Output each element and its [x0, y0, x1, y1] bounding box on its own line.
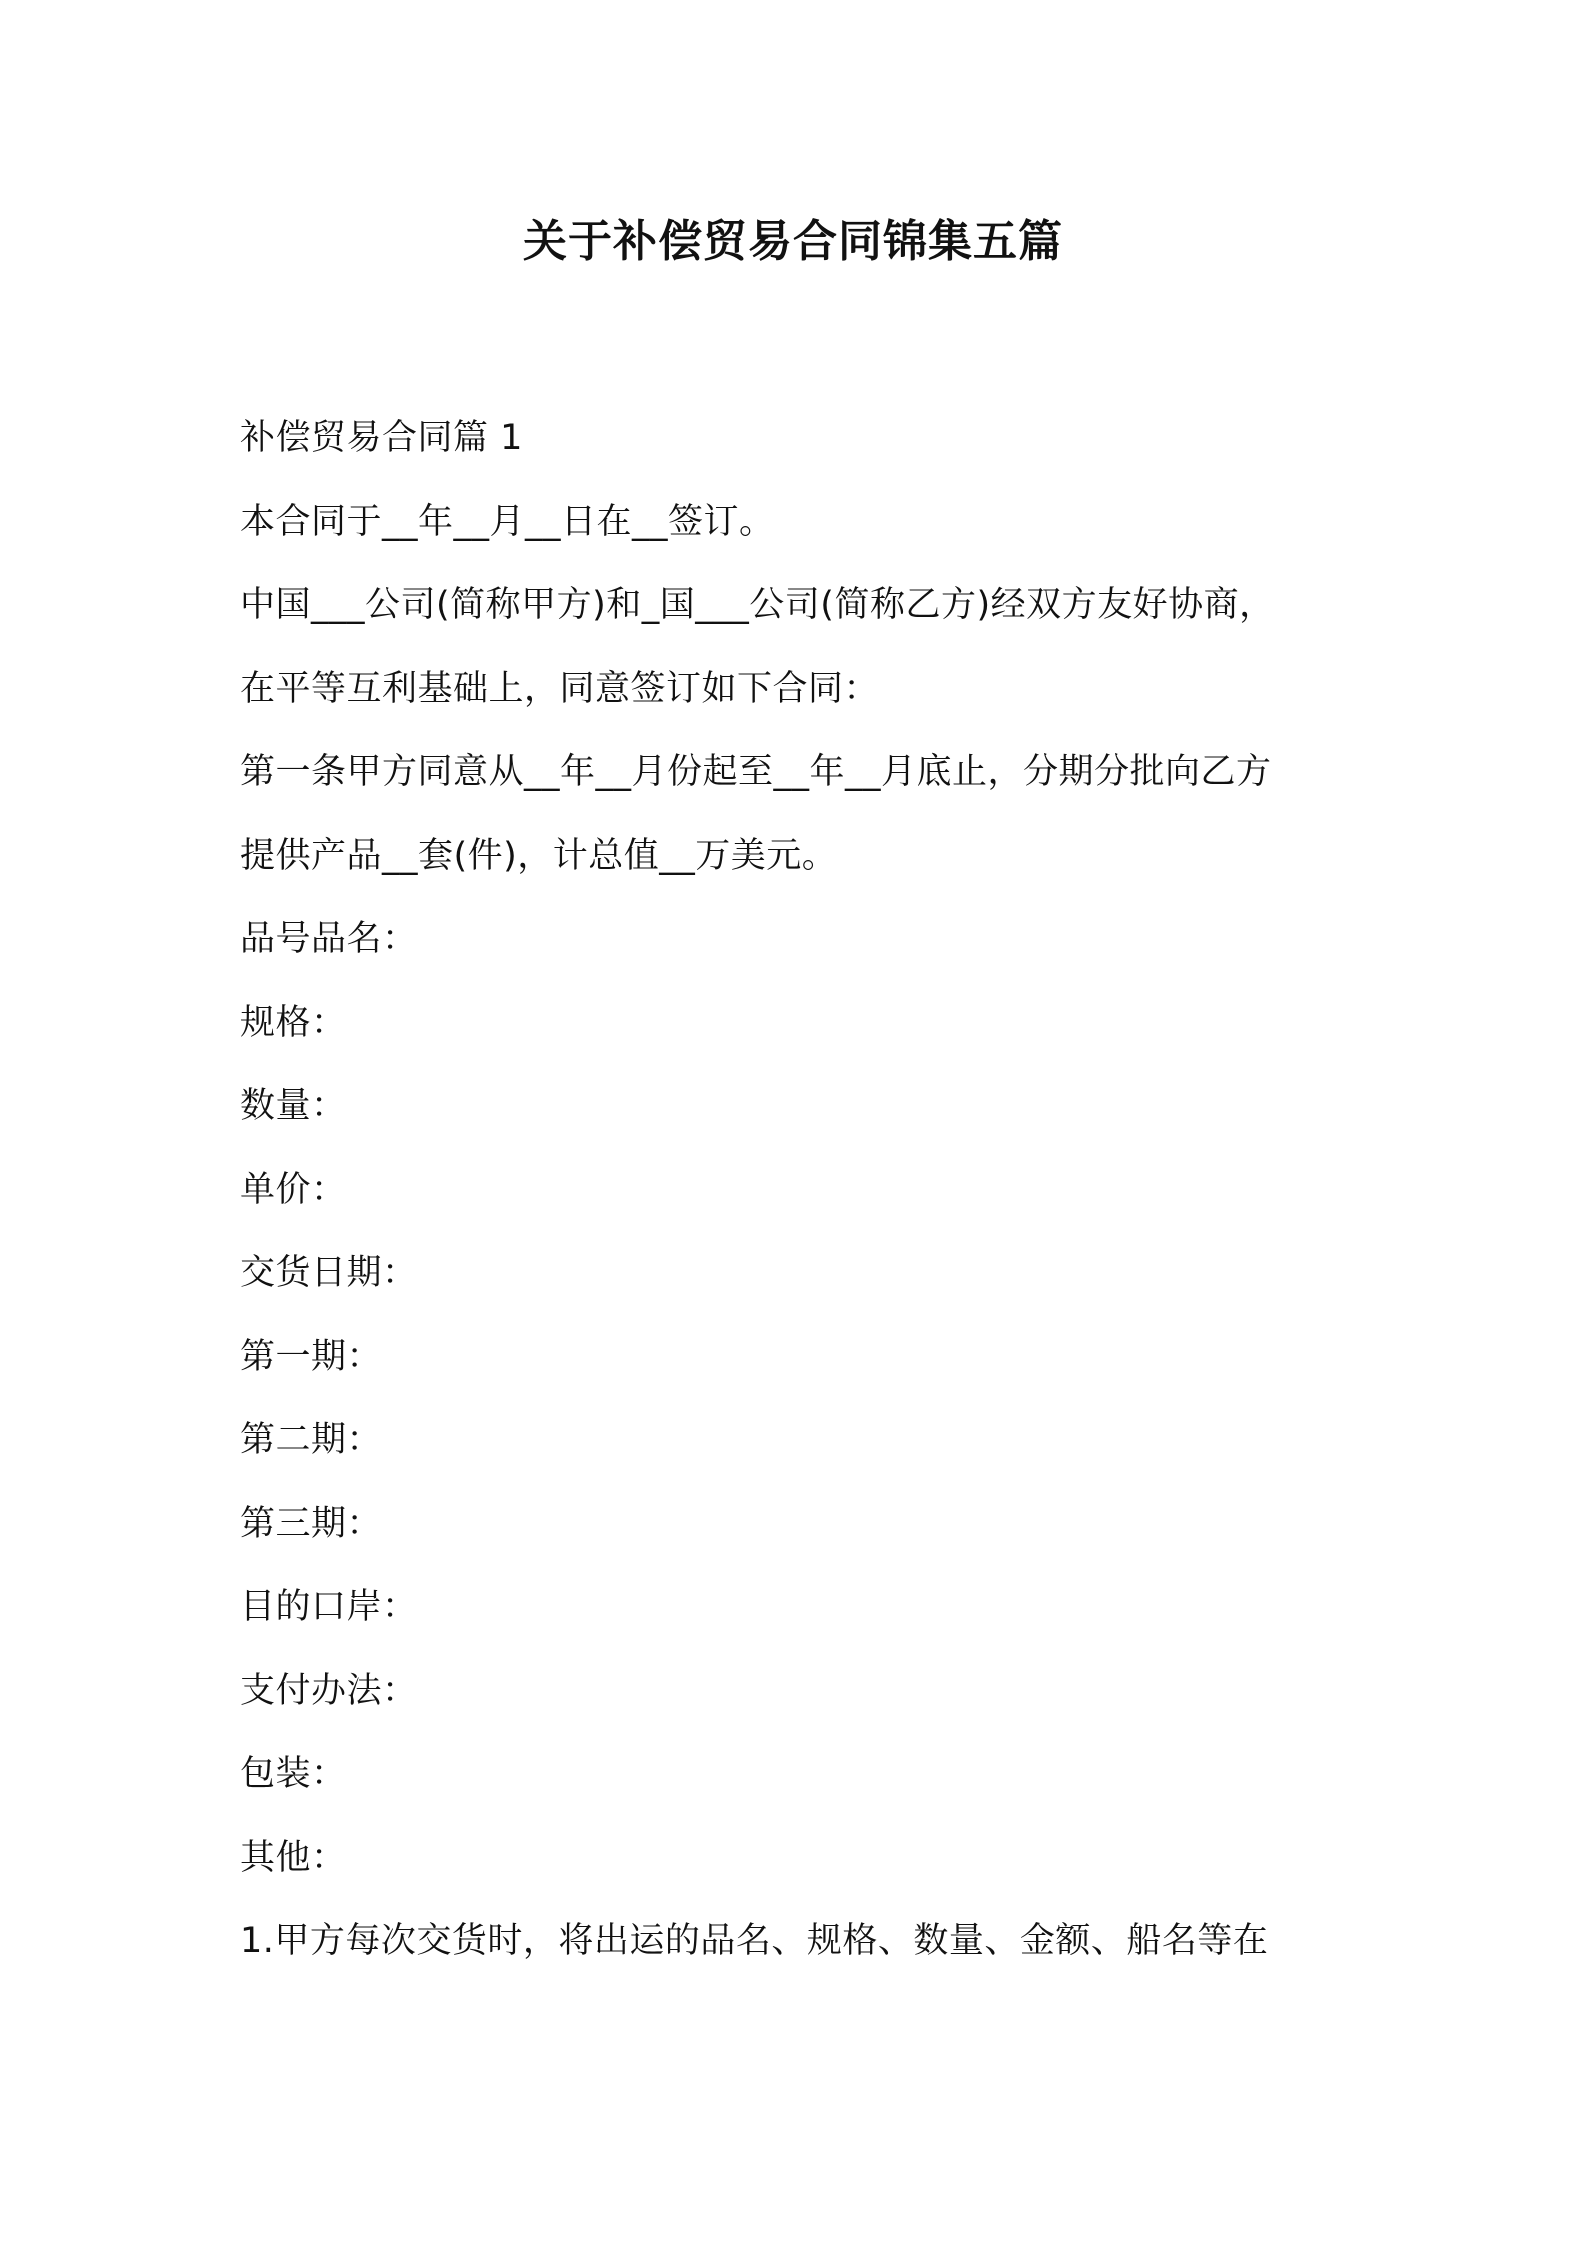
field-label: 其他：: [240, 1837, 347, 1878]
document-body: [240, 410, 1360, 1997]
field-label: 品号品名：: [240, 919, 418, 959]
field-label: 规格：: [240, 1002, 347, 1043]
section-heading: 补偿贸易合同篇 1: [240, 418, 523, 458]
paragraph-line: 提供产品__套(件)，计总值__万美元。: [240, 835, 838, 876]
field-label: 第三期：: [240, 1503, 383, 1544]
paragraph-line: 第一条甲方同意从__年__月份起至__年__月底止，分期分批向乙方: [240, 752, 1272, 792]
paragraph-line: 1.甲方每次交货时，将出运的品名、规格、数量、金额、船名等在: [240, 1921, 1269, 1961]
paragraph-line: 本合同于__年__月__日在__签订。: [240, 501, 775, 542]
field-label: 包装：: [240, 1754, 347, 1794]
field-label: 交货日期：: [240, 1253, 418, 1293]
document-title: 关于补偿贸易合同锦集五篇: [523, 216, 1063, 267]
field-label: 目的口岸：: [240, 1587, 418, 1627]
field-label: 数量：: [240, 1086, 347, 1126]
field-label: 单价：: [240, 1169, 347, 1210]
field-label: 支付办法：: [240, 1670, 418, 1711]
field-label: 第二期：: [240, 1420, 383, 1460]
paragraph-line: 中国___公司(简称甲方)和_国___公司(简称乙方)经双方友好协商，: [240, 585, 1275, 625]
paragraph-line: 在平等互利基础上，同意签订如下合同：: [240, 668, 880, 709]
field-label: 第一期：: [240, 1336, 383, 1377]
